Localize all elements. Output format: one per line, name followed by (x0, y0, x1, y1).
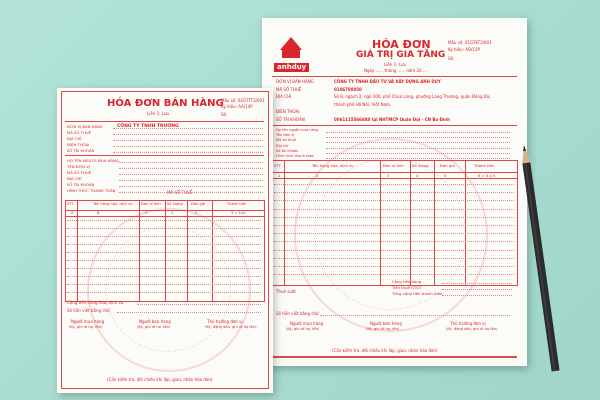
vat-title2: GIÁ TRỊ GIA TĂNG (356, 50, 446, 60)
sales-table-header: Thành tiền (227, 202, 247, 206)
sales-seller-value: CÔNG TY TNHH TRƯƠNG (117, 124, 179, 129)
dotted-line (274, 250, 514, 251)
dotted-line (274, 209, 514, 210)
dotted-line (326, 132, 510, 133)
dotted-line (326, 153, 510, 154)
sales-table-header: STT (67, 202, 74, 206)
vat-table-header: Thành tiền (474, 163, 495, 168)
vat-column-code: 5 (444, 173, 447, 178)
dotted-line (113, 134, 263, 135)
sales-signer-role: Người mua hàng (71, 319, 105, 324)
vat-amount-words: Số tiền viết bằng chữ (276, 311, 319, 316)
vat-table-header: Số lượng (412, 163, 429, 168)
sales-buyer-field-label: SỐ TÀI KHOẢN (67, 182, 95, 187)
vat-seller-field-value: 0061115566888 tại NHTMCP Quân Đội - CN Ba Đình (334, 116, 450, 122)
sales-seller-field-label: ĐIỆN THOẠI (67, 142, 90, 147)
sales-signer-role: Thủ trưởng đơn vị (207, 319, 243, 324)
dotted-line (274, 217, 514, 218)
sales-buyer-field-label: MÃ SỐ THUẾ (67, 170, 92, 175)
sales-table-header: Đơn vị tính (141, 202, 161, 206)
vat-number-label: Số: (448, 56, 455, 61)
vat-signer-role: Thủ trưởng đơn vị (450, 321, 486, 326)
vat-seller-field-label: ĐIỆN THOẠI (276, 109, 300, 114)
dotted-line (442, 295, 512, 296)
sales-subtitle: Liên 1: Lưu (147, 111, 170, 116)
dotted-line (67, 220, 261, 221)
vat-seller-field-value: Số 8, ngách 2, ngõ 100, phố Chùa Láng, phường Láng Thượng, quận Đống Đa, (334, 94, 491, 99)
vat-column-code: 3 (387, 173, 390, 178)
dotted-line (326, 158, 510, 159)
sales-seller-field-label: ĐỊA CHỈ (67, 136, 82, 141)
vat-seller-field-label: MÃ SỐ THUẾ (276, 86, 302, 92)
sales-title: HÓA ĐƠN BÁN HÀNG (107, 98, 224, 109)
dotted-line (326, 137, 510, 138)
anhduy-logo (276, 34, 306, 64)
sales-signer-note: (Ký, ghi rõ họ, tên) (69, 325, 103, 329)
dotted-line (274, 274, 514, 275)
dotted-line (326, 148, 510, 149)
vat-footer: (Cần kiểm tra, đối chiếu khi lập, giao, nhận hóa đơn) (332, 348, 438, 353)
dotted-line (442, 283, 512, 284)
sales-column-code: 1 (171, 211, 174, 215)
dotted-line (274, 266, 514, 267)
dotted-line (113, 152, 263, 153)
sales-buyer-field-label: ĐỊA CHỈ (67, 176, 82, 181)
vat-buyer-field-label: Mã số thuế (276, 138, 296, 143)
vat-signer-role: Người mua hàng (290, 321, 324, 326)
dotted-line (119, 168, 263, 169)
dotted-line (119, 162, 263, 163)
sales-total-label: Cộng tiền hàng hóa, dịch vụ (67, 300, 124, 305)
dotted-line (274, 184, 514, 185)
vat-column-code: 2 (316, 173, 319, 178)
sales-buyer-field-label: HỌ TÊN NGƯỜI MUA HÀNG (67, 158, 119, 163)
sales-amount-words: Số tiền viết bằng chữ (67, 308, 110, 313)
dotted-line (113, 140, 263, 141)
dotted-line (119, 186, 263, 187)
dotted-line (274, 192, 514, 193)
vat-seller-field-label: ĐƠN VỊ BÁN HÀNG (276, 79, 314, 84)
dotted-line (119, 180, 263, 181)
dotted-line (274, 225, 514, 226)
dotted-line (119, 192, 263, 193)
dotted-line (67, 276, 261, 277)
sales-column-code: A (71, 211, 74, 215)
vat-column-code: 1 (278, 173, 281, 178)
dotted-line (67, 244, 261, 245)
vat-table-header: Đơn vị tính (383, 163, 404, 168)
vat-seller-field-value: CÔNG TY TNHH ĐẦU TƯ VÀ XÂY DỰNG ANH DUY (334, 79, 441, 84)
sales-signer-role: Người bán hàng (139, 319, 171, 324)
vat-seller-field-label: SỐ TÀI KHOẢN (276, 116, 305, 122)
sales-tax-label: MÃ SỐ THUẾ (167, 190, 193, 195)
sales-seller-field-label: SỐ TÀI KHOẢN (67, 148, 95, 153)
sales-column-code: C (145, 211, 148, 215)
dotted-line (274, 241, 514, 242)
dotted-line (67, 268, 261, 269)
vat-tax-rate-label: Thuế suất (276, 289, 296, 294)
sales-table-header: Đơn giá (191, 202, 205, 206)
dotted-line (67, 284, 261, 285)
dotted-line (67, 292, 261, 293)
vat-form-code: Mẫu số: 01GTKT3/001 (448, 40, 492, 45)
vat-date-line: Ngày ...... tháng ...... năm 20.... (364, 68, 427, 73)
dotted-line (67, 228, 261, 229)
sales-column-code: B (97, 211, 100, 215)
vat-signer-note: (Ký, ghi rõ họ, tên) (286, 327, 320, 331)
vat-seller-field-label: ĐỊA CHỈ (276, 94, 292, 99)
vat-total-label: Tiền thuế GTGT (392, 285, 422, 290)
vat-buyer-field-label: Tên đơn vị (276, 133, 295, 138)
sales-signer-note: (Ký, đóng dấu, ghi rõ họ tên) (205, 325, 257, 329)
dotted-line (442, 289, 512, 290)
sales-table-header: Số lượng (167, 202, 183, 206)
dotted-line (119, 174, 263, 175)
sales-symbol: Ký hiệu: AA/14P (221, 104, 253, 109)
sales-invoice-sheet (57, 88, 273, 393)
vat-total-label: Tổng cộng tiền thanh toán (392, 291, 443, 296)
sales-buyer-field-label: TÊN ĐƠN VỊ (67, 164, 90, 169)
vat-signer-role: Người bán hàng (370, 321, 402, 326)
vat-signer-note: (Ký, đóng dấu, ghi rõ họ tên) (446, 327, 498, 331)
vat-column-code: 6 = 4 x 5 (478, 173, 496, 178)
dotted-line (113, 146, 263, 147)
dotted-line (274, 258, 514, 259)
dotted-line (274, 200, 514, 201)
vat-signer-note: (Ký, ghi rõ họ, tên) (366, 327, 400, 331)
sales-seller-field-label: ĐƠN VỊ BÁN HÀNG (67, 124, 103, 129)
sales-signer-note: (Ký, ghi rõ họ, tên) (137, 325, 171, 329)
sales-buyer-field-label: HÌNH THỨC THANH TOÁN (67, 188, 116, 193)
vat-seller-field-value: 0106780050 (334, 86, 362, 92)
dotted-line (67, 260, 261, 261)
vat-table-header: Tên hàng hóa, dịch vụ (312, 163, 354, 168)
dotted-line (67, 252, 261, 253)
sales-column-code: 3 = 1x2 (231, 211, 246, 215)
sales-footer: (Cần kiểm tra, đối chiếu khi lập, giao, nhận hóa đơn) (107, 377, 213, 382)
vat-table-header: Đơn giá (440, 163, 455, 168)
vat-total-label: Cộng tiền hàng (392, 279, 422, 284)
vat-buyer-field-label: Họ tên người mua hàng (276, 128, 319, 132)
vat-buyer-field-label: Số tài khoản (276, 148, 299, 153)
vat-column-code: 4 (416, 173, 419, 178)
vat-buyer-field-label: Địa chỉ (276, 143, 289, 148)
vat-table-header: STT (274, 163, 281, 168)
sales-form-code: Mẫu số: 02GTTT3/001 (221, 98, 265, 103)
vat-symbol: Ký hiệu: AD/15P (448, 47, 480, 52)
vat-seller-field-value: thành phố Hà Nội, Việt Nam. (334, 101, 392, 107)
sales-column-code: 2 (195, 211, 198, 215)
sales-table-header: Tên hàng hóa, dịch vụ (93, 202, 133, 206)
vat-buyer-field-label: Hình thức thanh toán (276, 154, 315, 158)
vat-invoice-sheet (262, 18, 527, 366)
vat-title: HÓA ĐƠN (372, 38, 431, 51)
vat-subtitle: Liên 1: Lưu (384, 62, 407, 67)
sales-seller-field-label: MÃ SỐ THUẾ (67, 130, 92, 135)
dotted-line (326, 142, 510, 143)
sales-number-label: Số: (221, 112, 228, 117)
pencil (520, 140, 560, 384)
dotted-line (274, 233, 514, 234)
logo-text: anhduy (274, 63, 309, 72)
dotted-line (67, 236, 261, 237)
